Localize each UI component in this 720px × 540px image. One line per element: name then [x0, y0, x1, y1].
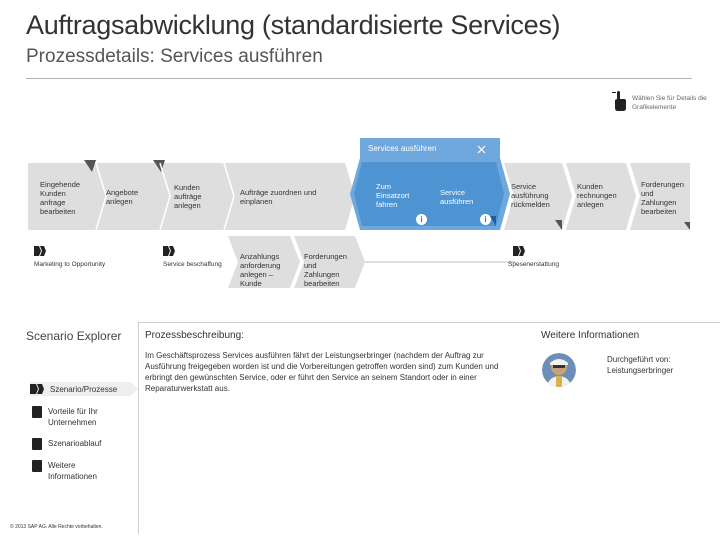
- sidebar-item-label: Szenarioablauf: [48, 439, 102, 448]
- external-process-icon[interactable]: [513, 246, 525, 256]
- copyright-text: © 2013 SAP AG. Alle Rechte vorbehalten.: [10, 524, 103, 530]
- step-label[interactable]: Aufträge zuordnen und einplanen: [240, 188, 317, 206]
- info-icon[interactable]: i: [416, 214, 427, 225]
- sidebar-item-weitere-informationen[interactable]: [32, 460, 108, 482]
- document-icon: [32, 460, 42, 472]
- marker-label[interactable]: Spesenerstattung: [508, 261, 559, 268]
- sub-step-label[interactable]: Anzahlungs anforderung anlegen – Kunde: [240, 252, 281, 288]
- more-info-heading: Weitere Informationen: [541, 330, 640, 341]
- flow-icon: [32, 438, 42, 450]
- sidebar-item-label: Vorteile für Ihr Unternehmen: [48, 407, 98, 427]
- marker-label[interactable]: Marketing to Opportunity: [34, 261, 106, 268]
- step-label[interactable]: Forderungen und Zahlungen bearbeiten: [641, 180, 684, 216]
- sidebar-item-szenarioablauf[interactable]: [32, 438, 101, 450]
- step-label[interactable]: Zum Einsatzort fahren: [376, 182, 410, 209]
- step-label[interactable]: Kunden rechnungen anlegen: [577, 182, 617, 209]
- hint-text: Wählen Sie für Details die Grafikelemente: [632, 95, 707, 111]
- description-text: Im Geschäftsprozess Services ausführen fährt der Leistungserbringer (nachdem der Auftrag zur Ausführung freigegeben worden ist und die Vorbereitungen getroffen worden sind) zum Kunden und erbringt den gewünschten Service, oder er führt den Service an seinem Standort oder in einer Reparaturwerkstatt aus.: [145, 351, 499, 393]
- section-divider: [138, 322, 720, 323]
- step-label[interactable]: Eingehende Kunden anfrage bearbeiten: [40, 180, 81, 216]
- sub-step-label[interactable]: Forderungen und Zahlungen bearbeiten: [304, 252, 347, 288]
- close-icon[interactable]: [477, 145, 486, 154]
- process-icon: [30, 384, 44, 394]
- scenario-explorer-title: Scenario Explorer: [26, 329, 122, 343]
- tablet-icon: [32, 406, 42, 418]
- sidebar-item-label: Weitere Informationen: [48, 461, 97, 481]
- sidebar-item-szenario-prozesse[interactable]: [30, 384, 117, 395]
- external-process-icon[interactable]: [163, 246, 175, 256]
- banner-label: Services ausführen: [368, 144, 437, 153]
- step-label[interactable]: Angebote anlegen: [106, 188, 139, 206]
- description-heading: Prozessbeschreibung:: [145, 330, 244, 341]
- sidebar-item-label: Szenario/Prozesse: [50, 385, 118, 394]
- sidebar-divider: [138, 322, 139, 534]
- step-label[interactable]: Service ausführen: [440, 188, 474, 206]
- page-subtitle: Prozessdetails: Services ausführen: [26, 46, 323, 67]
- avatar: [542, 353, 576, 387]
- step-label[interactable]: Kunden aufträge anlegen: [174, 183, 202, 210]
- page-title: Auftragsabwicklung (standardisierte Services): [26, 10, 561, 40]
- step-label[interactable]: Service ausführung rückmelden: [511, 182, 550, 209]
- info-icon[interactable]: i: [480, 214, 491, 225]
- marker-label[interactable]: Service beschaffung: [163, 261, 222, 268]
- external-process-icon[interactable]: [34, 246, 46, 256]
- performed-by: Durchgeführt von: Leistungserbringer: [607, 355, 674, 375]
- sidebar-item-vorteile[interactable]: [32, 406, 128, 428]
